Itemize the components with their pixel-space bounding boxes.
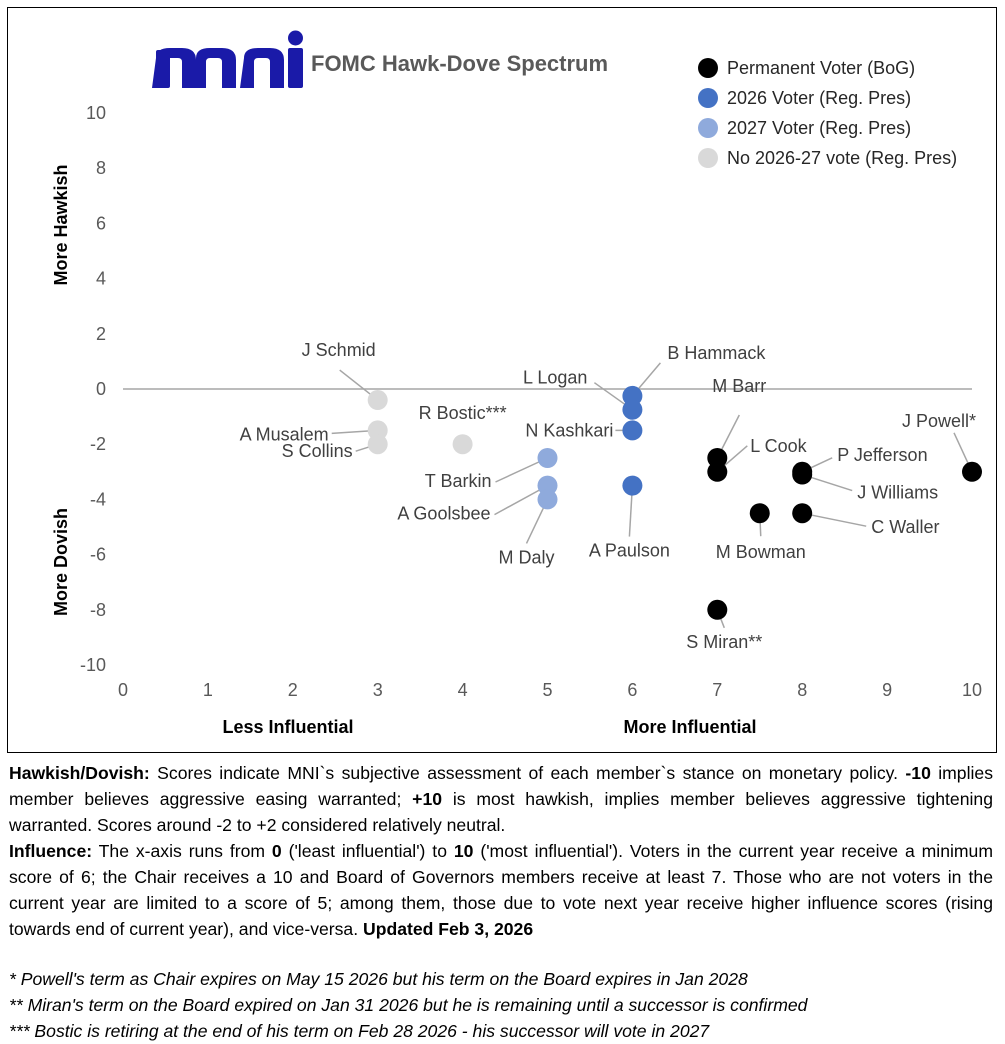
y-tick-label: -10: [79, 655, 106, 675]
legend-marker-voter2027: [698, 118, 718, 138]
point-label: S Collins: [281, 441, 353, 462]
y-tick-label: -6: [89, 544, 106, 565]
point-label: S Miran**: [686, 631, 763, 652]
point-m-daly: [538, 489, 558, 509]
updated-date: Updated Feb 3, 2026: [363, 919, 534, 939]
y-tick-label: -4: [89, 489, 106, 510]
point-label: P Jefferson: [837, 444, 928, 465]
point-l-logan: [622, 400, 642, 420]
point-label: J Powell*: [901, 410, 977, 431]
y-tick-label: -2: [89, 434, 106, 455]
legend-marker-voter2026: [698, 88, 718, 108]
legend-label-voter2027: 2027 Voter (Reg. Pres): [727, 118, 912, 138]
point-n-kashkari: [622, 420, 642, 440]
y-tick-label: 0: [95, 379, 106, 399]
point-label: A Goolsbee: [397, 503, 491, 524]
x-tick-label: 7: [712, 680, 723, 700]
point-j-williams: [792, 465, 812, 485]
point-s-miran: [707, 600, 727, 620]
hawkish-dovish-note: Hawkish/Dovish: Scores indicate MNI`s subjective assessment of each member`s stance on monetary policy. -10 implies member believes aggressive easing warranted; +10 is most hawkish, implies member believes aggressive tightening warranted. Scores around -2 to +2 considered relatively neutral.: [9, 763, 993, 835]
x-tick-label: 4: [457, 680, 468, 700]
point-label: L Logan: [522, 367, 588, 388]
footnote-bostic: *** Bostic is retiring at the end of his term on Feb 28 2026 - his successor will vote in 2027: [9, 1021, 710, 1041]
point-j-powell: [962, 462, 982, 482]
legend-label-voter2026: 2026 Voter (Reg. Pres): [727, 88, 912, 108]
legend-marker-novote: [698, 148, 718, 168]
point-label: M Bowman: [715, 542, 806, 563]
point-t-barkin: [538, 448, 558, 468]
x-tick-label: 6: [627, 680, 638, 700]
point-label: B Hammack: [667, 342, 766, 363]
axis-ticks: [80, 103, 982, 700]
point-label: J Williams: [857, 482, 939, 503]
point-label: L Cook: [750, 435, 807, 456]
footnote-miran: ** Miran's term on the Board expired on Jan 31 2026 but he is remaining until a successor is confirmed: [9, 995, 808, 1015]
y-tick-label: 4: [95, 268, 106, 289]
y-tick-label: 6: [95, 213, 106, 234]
point-a-paulson: [622, 476, 642, 496]
x-axis-title-right: More Influential: [623, 717, 757, 737]
x-tick-label: 9: [882, 680, 893, 700]
point-l-cook: [707, 462, 727, 482]
point-label: T Barkin: [424, 471, 492, 491]
point-label: R Bostic***: [418, 403, 507, 424]
point-r-bostic: [453, 434, 473, 454]
y-tick-label: 10: [85, 103, 106, 123]
x-tick-label: 3: [372, 680, 383, 700]
point-label: A Paulson: [588, 540, 670, 561]
point-label: A Musalem: [239, 424, 329, 445]
x-tick-label: 0: [117, 680, 129, 700]
y-tick-label: -8: [89, 599, 106, 620]
footnote-powell: * Powell's term as Chair expires on May 15 2026 but his term on the Board expires in Jan 2028: [9, 969, 748, 989]
chart-title: FOMC Hawk-Dove Spectrum: [311, 51, 609, 76]
x-tick-label: 1: [202, 680, 213, 700]
y-axis-title-bottom: More Dovish: [51, 507, 71, 617]
point-j-schmid: [368, 390, 388, 410]
y-axis-title-top: More Hawkish: [51, 164, 71, 286]
legend-label-novote: No 2026-27 vote (Reg. Pres): [727, 148, 958, 168]
x-tick-label: 2: [287, 680, 298, 700]
x-tick-label: 8: [797, 680, 808, 700]
y-tick-label: 8: [95, 158, 106, 179]
point-labels: [240, 340, 976, 652]
legend: [698, 58, 957, 168]
point-c-waller: [792, 503, 812, 523]
point-label: M Barr: [712, 376, 767, 396]
point-label: N Kashkari: [525, 420, 614, 441]
mni-logo: [152, 31, 303, 89]
x-tick-label: 10: [961, 680, 983, 700]
point-label: C Waller: [871, 517, 940, 538]
point-s-collins: [368, 434, 388, 454]
x-tick-label: 5: [542, 680, 553, 700]
x-axis-title-left: Less Influential: [222, 717, 354, 737]
legend-label-permanent: Permanent Voter (BoG): [727, 58, 916, 78]
point-m-bowman: [750, 503, 770, 523]
point-label: M Daly: [498, 547, 555, 568]
influence-note: Influence: The x-axis runs from 0 ('least influential') to 10 ('most influential'). Voters in the current year receive a minimum score of 6; the Chair receives a 10 and Board of Governors members receive at least 7. Those who are not voters in the current year are limited to a score of 5; among them, those due to vote next year receive higher influence scores (rising towards end of current year), and vice-versa. Updated Feb 3, 2026: [9, 841, 993, 939]
legend-marker-permanent: [698, 58, 718, 78]
notes-section: [9, 760, 993, 1044]
y-tick-label: 2: [95, 323, 106, 344]
point-label: J Schmid: [301, 340, 376, 361]
